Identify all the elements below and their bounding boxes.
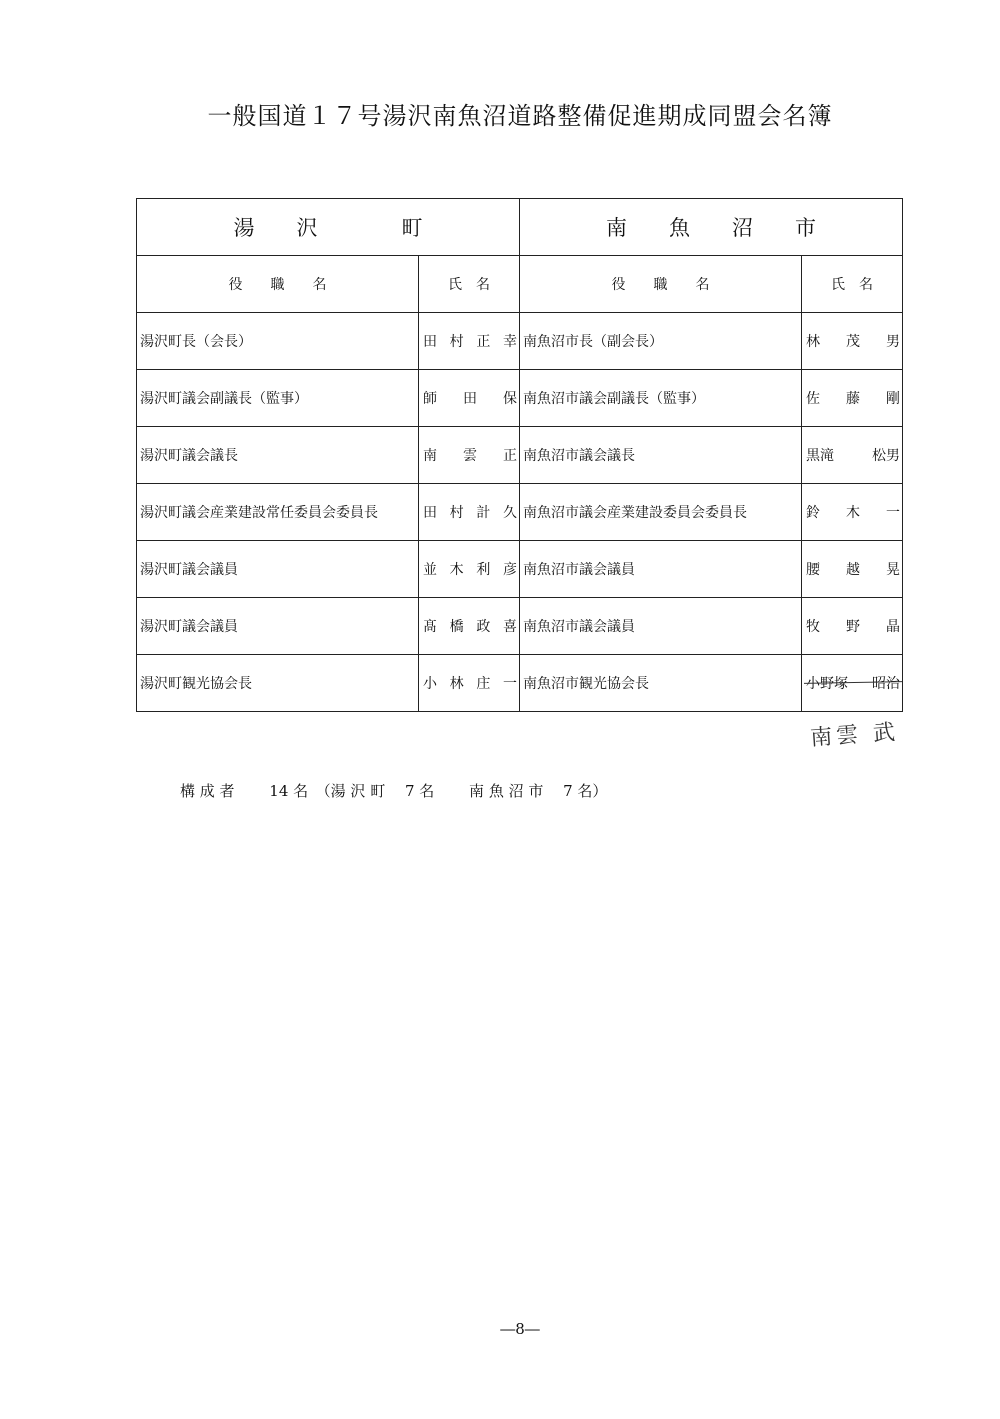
name-part: 茂: [846, 334, 860, 350]
minamiuonuma-position: 南魚沼市議会議員: [520, 541, 802, 598]
name-part: 腰: [806, 562, 820, 578]
name-part: 並: [423, 562, 437, 578]
name-part: 鈴: [806, 505, 820, 521]
yuzawa-position: 湯沢町議会議員: [137, 541, 419, 598]
yuzawa-member-name: [419, 541, 520, 598]
name-part: 一: [502, 676, 517, 692]
member-rows: [137, 313, 903, 712]
column-header-row: [137, 256, 903, 313]
name-part: 村: [449, 334, 464, 350]
yuzawa-member-name: [419, 427, 520, 484]
yuzawa-member-name: [419, 598, 520, 655]
member-table: [136, 198, 903, 712]
name-part: 計: [476, 505, 491, 521]
name-part: 橋: [449, 619, 464, 635]
name-part: 木: [846, 505, 860, 521]
page-number: ―8―: [500, 1320, 540, 1338]
position-column-header: 役 職 名: [137, 256, 419, 313]
document-title: 一般国道１７号湯沢南魚沼道路整備促進期成同盟会名簿: [207, 102, 833, 130]
minamiuonuma-position: 南魚沼市議会議員: [520, 598, 802, 655]
minamiuonuma-member-name: [802, 370, 903, 427]
yuzawa-member-name: [419, 370, 520, 427]
position-column-header: 役 職 名: [520, 256, 802, 313]
name-part: 剛: [886, 391, 900, 407]
name-part: 髙: [423, 619, 437, 635]
table-row: [137, 370, 903, 427]
yuzawa-member-name: [419, 484, 520, 541]
table-row: [137, 655, 903, 712]
minamiuonuma-member-name: [802, 598, 903, 655]
yuzawa-position: 湯沢町議会議員: [137, 598, 419, 655]
name-part: 正: [503, 448, 517, 464]
name-part: 松男: [872, 448, 900, 464]
yuzawa-member-name: [419, 313, 520, 370]
minamiuonuma-position: 南魚沼市議会副議長（監事）: [520, 370, 802, 427]
table-row: [137, 484, 903, 541]
table-row: [137, 313, 903, 370]
name-part: 越: [846, 562, 860, 578]
name-part: 黒滝: [806, 448, 834, 464]
name-part: 田: [423, 334, 437, 350]
name-part: 晃: [886, 562, 900, 578]
table-row: [137, 598, 903, 655]
table-header-row: [137, 199, 903, 256]
minamiuonuma-position: 南魚沼市議会産業建設委員会委員長: [520, 484, 802, 541]
name-part: 田: [463, 391, 477, 407]
yuzawa-header: 湯 沢 町: [137, 199, 520, 256]
yuzawa-member-name: [419, 655, 520, 712]
yuzawa-position: 湯沢町観光協会長: [137, 655, 419, 712]
name-part: 久: [502, 505, 517, 521]
name-part: 喜: [502, 619, 517, 635]
name-part: 雲: [463, 448, 477, 464]
name-part: 幸: [502, 334, 517, 350]
yuzawa-position: 湯沢町議会議長: [137, 427, 419, 484]
name-part: 南: [423, 448, 437, 464]
minamiuonuma-member-name: [802, 655, 903, 712]
minamiuonuma-position: 南魚沼市長（副会長）: [520, 313, 802, 370]
name-part: 政: [476, 619, 491, 635]
name-column-header: 氏 名: [802, 256, 903, 313]
name-part: 小: [423, 676, 437, 692]
name-part: 一: [886, 505, 900, 521]
name-part: 利: [476, 562, 491, 578]
minamiuonuma-position: 南魚沼市観光協会長: [520, 655, 802, 712]
name-part: 男: [886, 334, 900, 350]
name-part: 林: [449, 676, 464, 692]
minamiuonuma-member-name: [802, 427, 903, 484]
name-part: 藤: [846, 391, 860, 407]
table-row: [137, 541, 903, 598]
name-part: 村: [449, 505, 464, 521]
name-part: 野: [846, 619, 860, 635]
name-part: 牧: [806, 619, 820, 635]
name-part: 晶: [886, 619, 900, 635]
name-part: 木: [449, 562, 464, 578]
name-part: 正: [476, 334, 491, 350]
member-summary: 構 成 者 14 名 （湯 沢 町 7 名 南 魚 沼 市 7 名）: [180, 782, 608, 800]
table-row: [137, 427, 903, 484]
minamiuonuma-member-name: [802, 541, 903, 598]
minamiuonuma-header: 南 魚 沼 市: [520, 199, 903, 256]
yuzawa-position: 湯沢町長（会長）: [137, 313, 419, 370]
name-part: 師: [423, 391, 437, 407]
minamiuonuma-member-name: [802, 313, 903, 370]
minamiuonuma-member-name: [802, 484, 903, 541]
name-column-header: 氏 名: [419, 256, 520, 313]
name-part: 林: [806, 334, 820, 350]
yuzawa-position: 湯沢町議会副議長（監事）: [137, 370, 419, 427]
name-part: 小野塚: [806, 676, 848, 692]
name-part: 庄: [476, 676, 491, 692]
name-part: 彦: [502, 562, 517, 578]
name-part: 田: [423, 505, 437, 521]
name-part: 昭治: [872, 676, 900, 692]
yuzawa-position: 湯沢町議会産業建設常任委員会委員長: [137, 484, 419, 541]
handwritten-correction: 南雲 武: [809, 719, 900, 752]
minamiuonuma-position: 南魚沼市議会議長: [520, 427, 802, 484]
name-part: 佐: [806, 391, 820, 407]
name-part: 保: [503, 391, 517, 407]
